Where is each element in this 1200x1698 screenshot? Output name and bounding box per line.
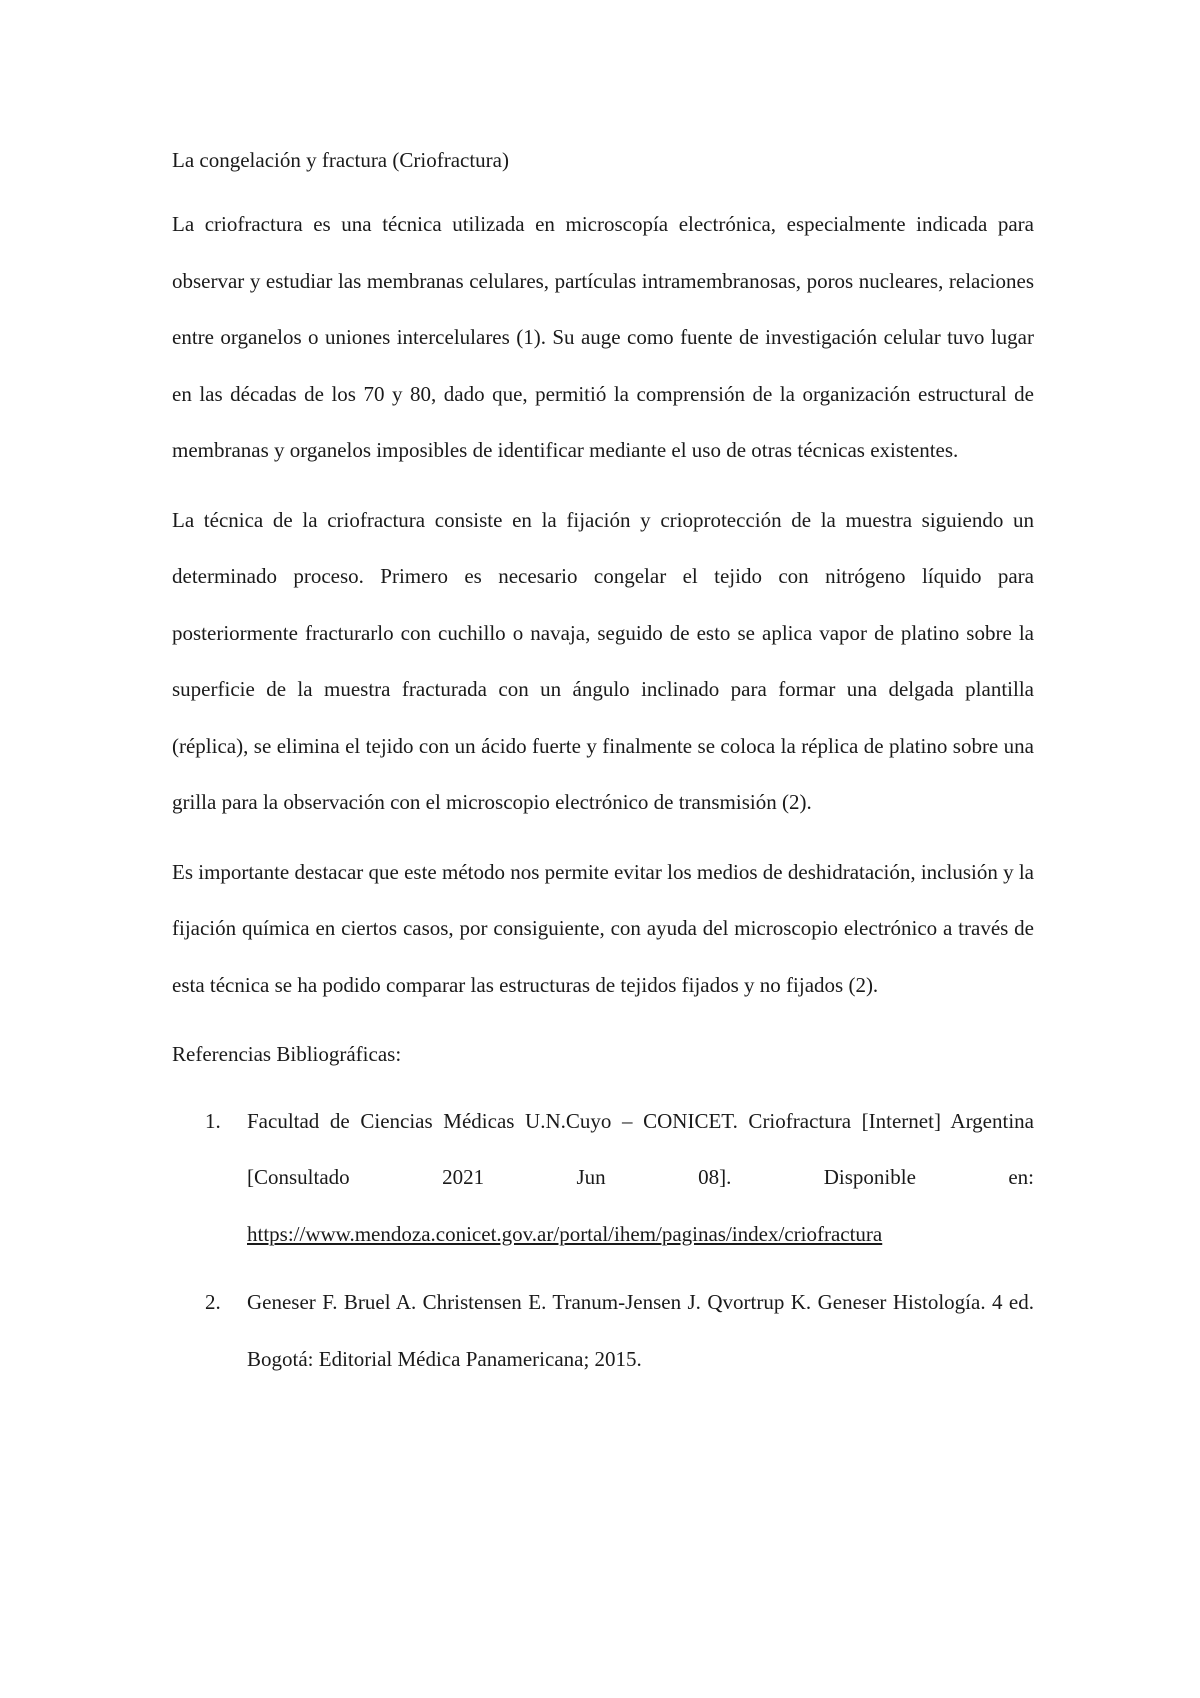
paragraph-intro: La criofractura es una técnica utilizada en microscopía electrónica, especialmente indicada para observar y estudiar las membranas celulares, partículas intramembranosas, poros nucleares, relaciones entre organelos o uniones intercelulares (1). Su auge como fuente de investigación celular tuvo lugar en las décadas de los 70 y 80, dado que, permitió la comprensión de la organización estructural de membranas y organelos imposibles de identificar mediante el uso de otras técnicas existentes.	[172, 212, 1034, 462]
reference-item-1	[172, 1093, 1034, 1263]
document-title: La congelación y fractura (Criofractura)	[172, 148, 509, 172]
reference-number: 1.	[205, 1108, 221, 1133]
reference-text: Facultad de Ciencias Médicas U.N.Cuyo – CONICET. Criofractura [Internet] Argentina [Consultado 2021 Jun 08]. Disponible en:	[247, 1108, 1034, 1189]
reference-link[interactable]: https://www.mendoza.conicet.gov.ar/portal/ihem/paginas/index/criofractura	[247, 1221, 883, 1246]
paragraph-importance: Es importante destacar que este método nos permite evitar los medios de deshidratación, inclusión y la fijación química en ciertos casos, por consiguiente, con ayuda del microscopio electrónico a través de esta técnica se ha podido comparar las estructuras de tejidos fijados y no fijados (2).	[172, 859, 1034, 997]
references-heading: Referencias Bibliográficas:	[172, 1042, 402, 1066]
paragraph-technique: La técnica de la criofractura consiste en la fijación y crioprotección de la muestra siguiendo un determinado proceso. Primero es necesario congelar el tejido con nitrógeno líquido para posteriormente fracturarlo con cuchillo o navaja, seguido de esto se aplica vapor de platino sobre la superficie de la muestra fracturada con un ángulo inclinado para formar una delgada plantilla (réplica), se elimina el tejido con un ácido fuerte y finalmente se coloca la réplica de platino sobre una grilla para la observación con el microscopio electrónico de transmisión (2).	[172, 507, 1034, 814]
reference-text: Geneser F. Bruel A. Christensen E. Tranum-Jensen J. Qvortrup K. Geneser Histología. 4 ed. Bogotá: Editorial Médica Panamericana; 2015.	[247, 1290, 1034, 1371]
reference-body	[247, 1093, 1034, 1263]
reference-number: 2.	[205, 1290, 221, 1314]
document-page	[172, 140, 1034, 1399]
reference-item-2	[172, 1274, 1034, 1387]
references-list	[172, 1093, 1034, 1388]
